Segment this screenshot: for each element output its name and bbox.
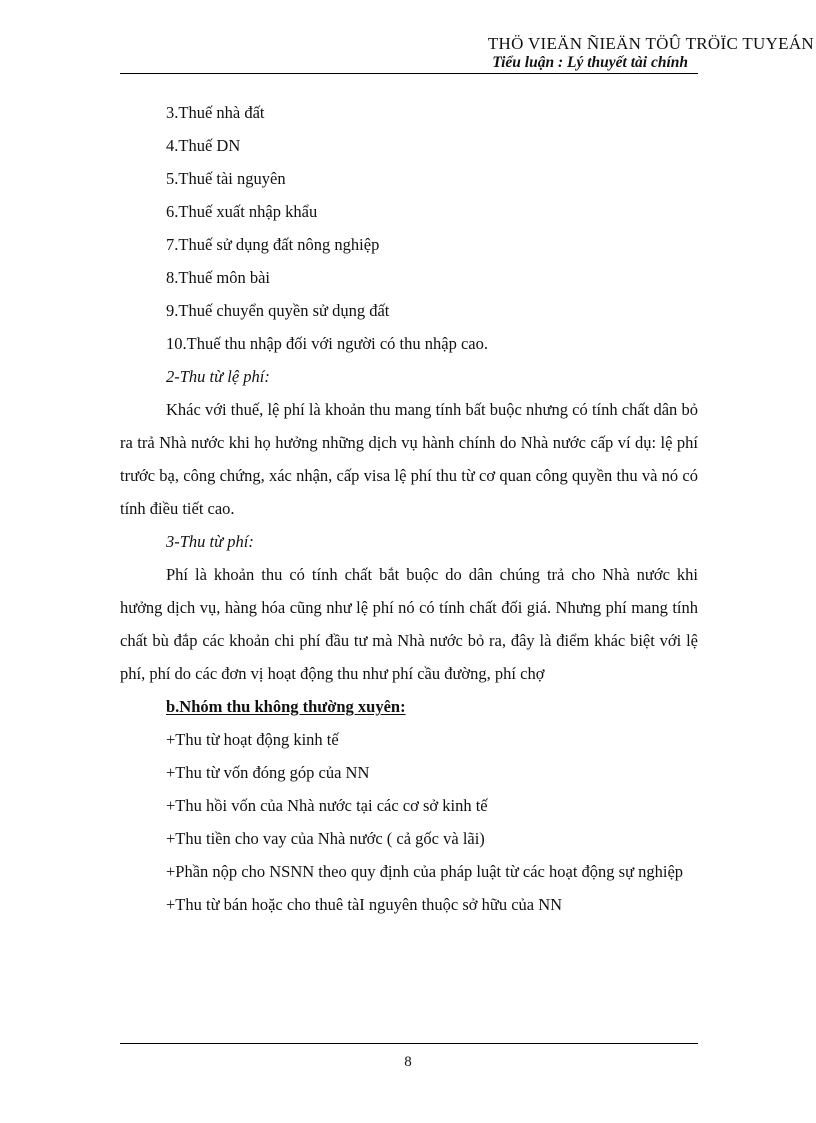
header-watermark: THÖ VIEÄN ÑIEÄN TÖÛ TRÖÏC TUYEÁN [487, 34, 814, 53]
list-item: +Thu tiền cho vay của Nhà nước ( cả gốc và lãi) [166, 829, 485, 848]
header-rule [120, 73, 698, 74]
list-item: 3.Thuế nhà đất [166, 103, 265, 122]
list-item: 8.Thuế môn bài [166, 268, 271, 287]
list-item: 5.Thuế tài nguyên [166, 169, 286, 188]
list-item: +Thu hồi vốn của Nhà nước tại các cơ sở kinh tế [166, 796, 488, 815]
list-item: 9.Thuế chuyển quyền sử dụng đất [166, 301, 390, 320]
section-title-phi: 3-Thu từ phí: [166, 532, 254, 551]
section-title-le-phi: 2-Thu từ lệ phí: [166, 367, 270, 386]
page-number: 8 [404, 1054, 412, 1070]
list-item: 6.Thuế xuất nhập khẩu [166, 202, 318, 221]
list-item: 7.Thuế sử dụng đất nông nghiệp [166, 235, 380, 254]
list-item: +Phần nộp cho NSNN theo quy định của pháp luật từ các hoạt động sự nghiệp [166, 862, 684, 881]
paragraph-phi: Phí là khoản thu có tính chất bắt buộc do dân chúng trả cho Nhà nước khi hưởng dịch vụ, hàng hóa cũng như lệ phí nó có tính chất đối giá. Nhưng phí mang tính chất bù đắp các khoản chi phí đầu tư mà Nhà nước bỏ ra, đây là điểm khác biệt với lệ phí, phí do các đơn vị hoạt động thu như phí cầu đường, phí chợ [120, 565, 698, 683]
list-item: 4.Thuế DN [166, 136, 241, 155]
section-heading-b: b.Nhóm thu không thường xuyên: [166, 697, 406, 716]
header-subtitle: Tiểu luận : Lý thuyết tài chính [492, 54, 688, 71]
footer-rule [120, 1043, 698, 1044]
paragraph-le-phi: Khác với thuế, lệ phí là khoản thu mang tính bất buộc nhưng có tính chất dân bỏ ra trả Nhà nước khi họ hưởng những dịch vụ hành chính do Nhà nước cấp ví dụ: lệ phí trước bạ, công chứng, xác nhận, cấp visa lệ phí thu từ cơ quan công quyền thu và nó có tính điều tiết cao. [120, 400, 698, 518]
list-item: 10.Thuế thu nhập đối với người có thu nhập cao. [166, 334, 488, 353]
list-item: +Thu từ vốn đóng góp của NN [166, 763, 370, 782]
document-body [120, 96, 698, 921]
list-item: +Thu từ hoạt động kinh tế [166, 730, 339, 749]
list-item: +Thu từ bán hoặc cho thuê tàI nguyên thuộc sở hữu của NN [166, 895, 563, 914]
